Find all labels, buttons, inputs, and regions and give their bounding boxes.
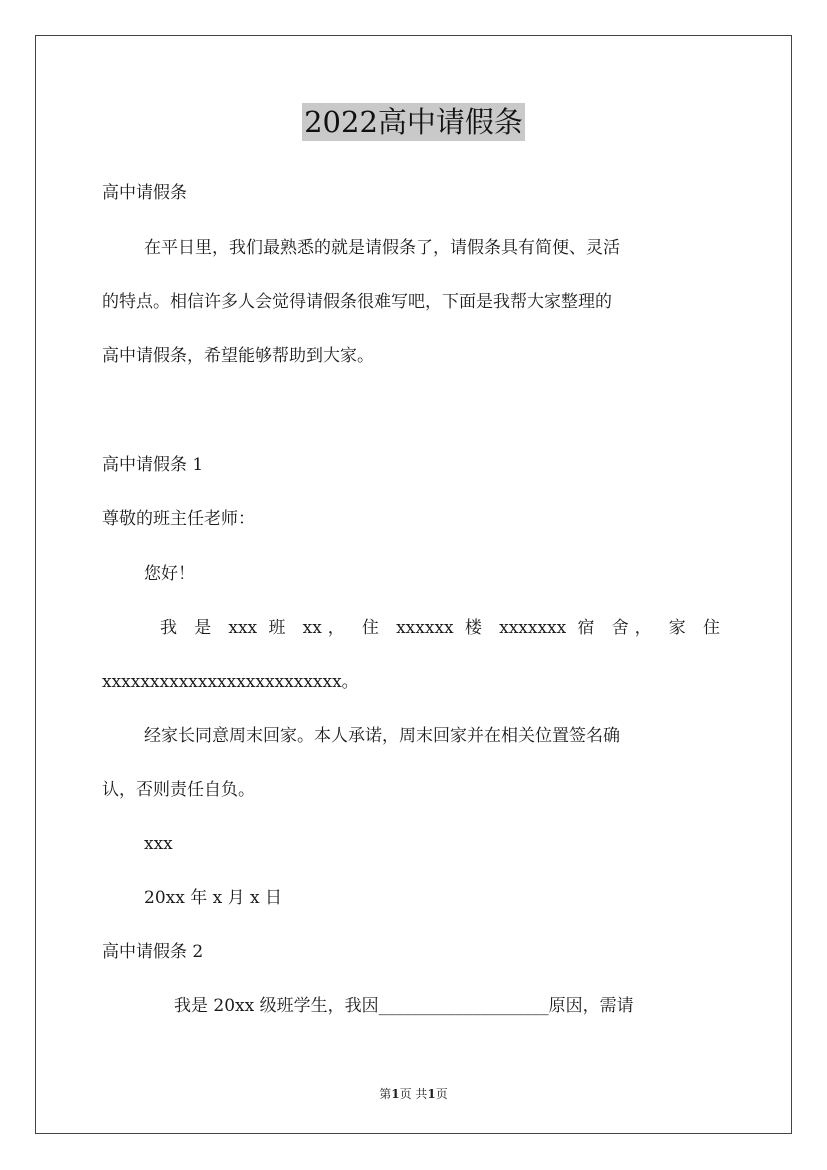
intro-line-2: 的特点。相信许多人会觉得请假条很难写吧，下面是我帮大家整理的 [102, 292, 612, 312]
sample-2-line-1: 我是 20xx 级班学生，我因____________________原因，需请 [174, 996, 634, 1016]
footer-mid: 页 共 [399, 1087, 428, 1101]
section-heading: 高中请假条 [102, 183, 187, 203]
footer-page-total: 1 [427, 1087, 436, 1101]
greeting: 您好！ [144, 564, 195, 584]
body-line-2: xxxxxxxxxxxxxxxxxxxxxxxxx。 [102, 672, 359, 692]
intro-line-1: 在平日里，我们最熟悉的就是请假条了，请假条具有简便、灵活 [144, 238, 620, 258]
page-footer [0, 1085, 827, 1102]
body-line-3: 经家长同意周末回家。本人承诺，周末回家并在相关位置签名确 [144, 726, 620, 746]
footer-suffix: 页 [435, 1087, 448, 1101]
body-line-1: 我 是 xxx 班 xx， 住 xxxxxx 楼 xxxxxxx 宿 舍， 家 住 [160, 618, 720, 638]
intro-line-3: 高中请假条，希望能够帮助到大家。 [102, 346, 374, 366]
title-wrap [0, 103, 827, 141]
body-line-4: 认，否则责任自负。 [102, 780, 255, 800]
salutation: 尊敬的班主任老师： [102, 509, 255, 529]
document-title: 2022高中请假条 [304, 105, 523, 139]
sample-2-heading: 高中请假条 2 [102, 942, 204, 962]
signature-date: 20xx 年 x 月 x 日 [144, 888, 283, 908]
footer-prefix: 第 [379, 1087, 392, 1101]
footer-page-num: 1 [391, 1087, 400, 1101]
signature-name: xxx [144, 834, 173, 854]
sample-1-heading: 高中请假条 1 [102, 455, 204, 475]
